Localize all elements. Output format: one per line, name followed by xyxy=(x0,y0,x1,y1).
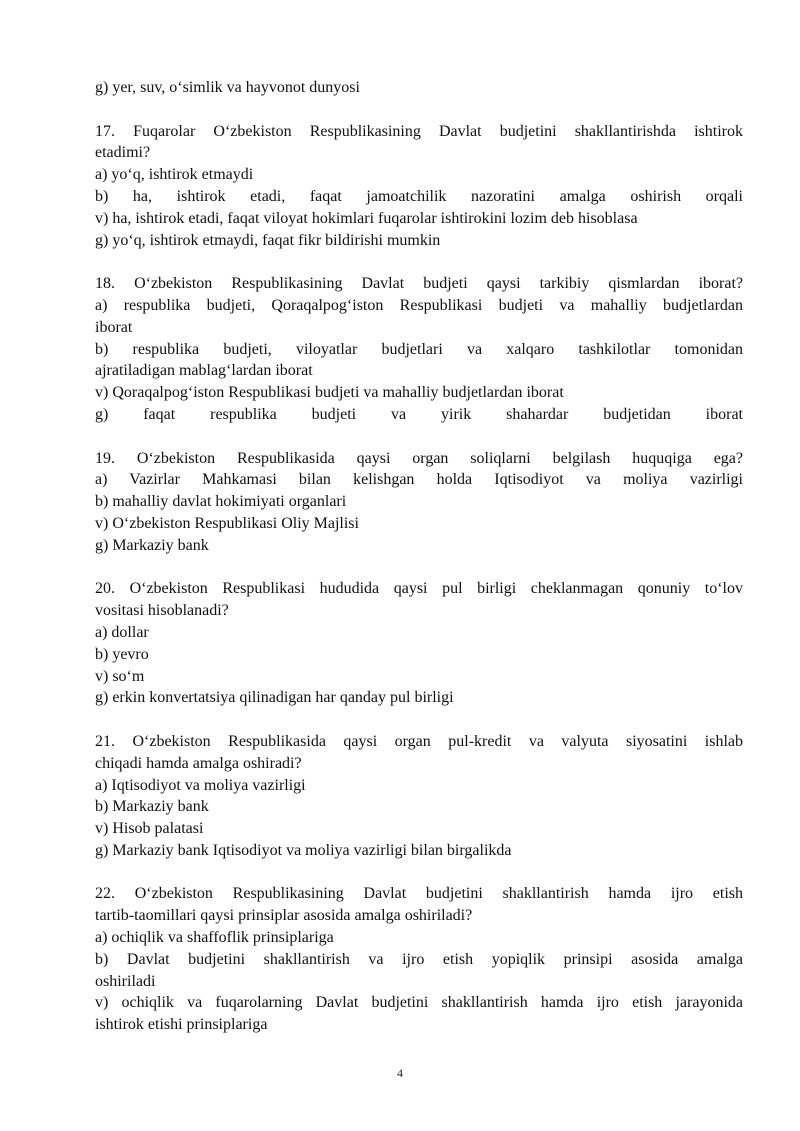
answer-option: g) faqat respublika budjeti va yirik shahardar budjetidan iborat xyxy=(95,405,743,423)
answer-option: g) yer, suv, o‘simlik va hayvonot dunyosi xyxy=(95,79,360,96)
answer-option: a) Iqtisodiyot va moliya vazirligi xyxy=(95,776,306,794)
answer-option: a) respublika budjeti, Qoraqalpog‘iston Respublikasi budjeti va mahalliy budjetlardan xyxy=(95,296,743,314)
answer-option: ajratiladigan mablag‘lardan iborat xyxy=(95,362,313,380)
question-block-21 xyxy=(95,731,743,862)
answer-option: g) yo‘q, ishtirok etmaydi, faqat fikr bildirishi mumkin xyxy=(95,231,441,249)
question-text: tartib-taomillari qaysi prinsiplar asosida amalga oshiriladi? xyxy=(95,907,473,925)
question-block-22 xyxy=(95,883,743,1036)
answer-option: b) respublika budjeti, viloyatlar budjetlari va xalqaro tashkilotlar tomonidan xyxy=(95,340,743,358)
answer-option: g) Markaziy bank xyxy=(95,536,209,554)
question-block-18 xyxy=(95,273,743,426)
question-block-20 xyxy=(95,578,743,709)
question-block-17 xyxy=(95,121,743,252)
answer-option: a) dollar xyxy=(95,623,149,641)
answer-option: b) mahalliy davlat hokimiyati organlari xyxy=(95,493,347,511)
answer-option: v) Hisob palatasi xyxy=(95,820,204,838)
answer-option: v) O‘zbekiston Respublikasi Oliy Majlisi xyxy=(95,514,359,532)
answer-option: v) so‘m xyxy=(95,667,145,685)
answer-option: a) Vazirlar Mahkamasi bilan kelishgan holda Iqtisodiyot va moliya vazirligi xyxy=(95,471,743,489)
answer-option: v) ha, ishtirok etadi, faqat viloyat hokimlari fuqarolar ishtirokini lozim deb hisoblasa xyxy=(95,209,638,227)
answer-option: a) ochiqlik va shaffoflik prinsiplariga xyxy=(95,929,334,947)
spacer xyxy=(95,426,743,448)
question-block-19 xyxy=(95,448,743,557)
spacer xyxy=(95,251,743,273)
question-text: 21. O‘zbekiston Respublikasida qaysi organ pul-kredit va valyuta siyosatini ishlab xyxy=(95,732,743,750)
answer-option: b) ha, ishtirok etadi, faqat jamoatchilik nazoratini amalga oshirish orqali xyxy=(95,187,743,205)
question-text: etadimi? xyxy=(95,144,151,162)
spacer xyxy=(95,99,743,121)
page-number: 4 xyxy=(397,1066,403,1080)
answer-option: oshiriladi xyxy=(95,972,156,990)
question-text: 17. Fuqarolar O‘zbekiston Respublikasining Davlat budjetini shakllantirishda ishtirok xyxy=(95,122,743,140)
question-text: 22. O‘zbekiston Respublikasining Davlat budjetini shakllantirish hamda ijro etish xyxy=(95,885,743,903)
answer-option: v) Qoraqalpog‘iston Respublikasi budjeti va mahalliy budjetlardan iborat xyxy=(95,384,564,402)
question-text: 19. O‘zbekiston Respublikasida qaysi organ soliqlarni belgilash huquqiga ega? xyxy=(95,449,743,467)
answer-option: ishtirok etishi prinsiplariga xyxy=(95,1016,268,1034)
answer-option: g) erkin konvertatsiya qilinadigan har qanday pul birligi xyxy=(95,689,454,707)
answer-option: b) yevro xyxy=(95,645,149,663)
question-text: chiqadi hamda amalga oshiradi? xyxy=(95,754,302,772)
question-text: 18. O‘zbekiston Respublikasining Davlat budjeti qaysi tarkibiy qismlardan iborat? xyxy=(95,275,743,293)
question-text: 20. O‘zbekiston Respublikasi hududida qaysi pul birligi cheklanmagan qonuniy to‘lov xyxy=(95,580,743,598)
spacer xyxy=(95,862,743,884)
answer-option: iborat xyxy=(95,318,133,336)
spacer xyxy=(95,709,743,731)
answer-option: v) ochiqlik va fuqarolarning Davlat budjetini shakllantirish hamda ijro etish jarayonida xyxy=(95,994,743,1012)
spacer xyxy=(95,557,743,579)
answer-option: b) Markaziy bank xyxy=(95,798,209,816)
answer-option: g) Markaziy bank Iqtisodiyot va moliya vazirligi bilan birgalikda xyxy=(95,841,512,859)
question-text: vositasi hisoblanadi? xyxy=(95,602,229,620)
answer-option: b) Davlat budjetini shakllantirish va ijro etish yopiqlik prinsipi asosida amalga xyxy=(95,950,743,968)
answer-option: a) yo‘q, ishtirok etmaydi xyxy=(95,166,254,184)
document-page xyxy=(95,77,743,1036)
